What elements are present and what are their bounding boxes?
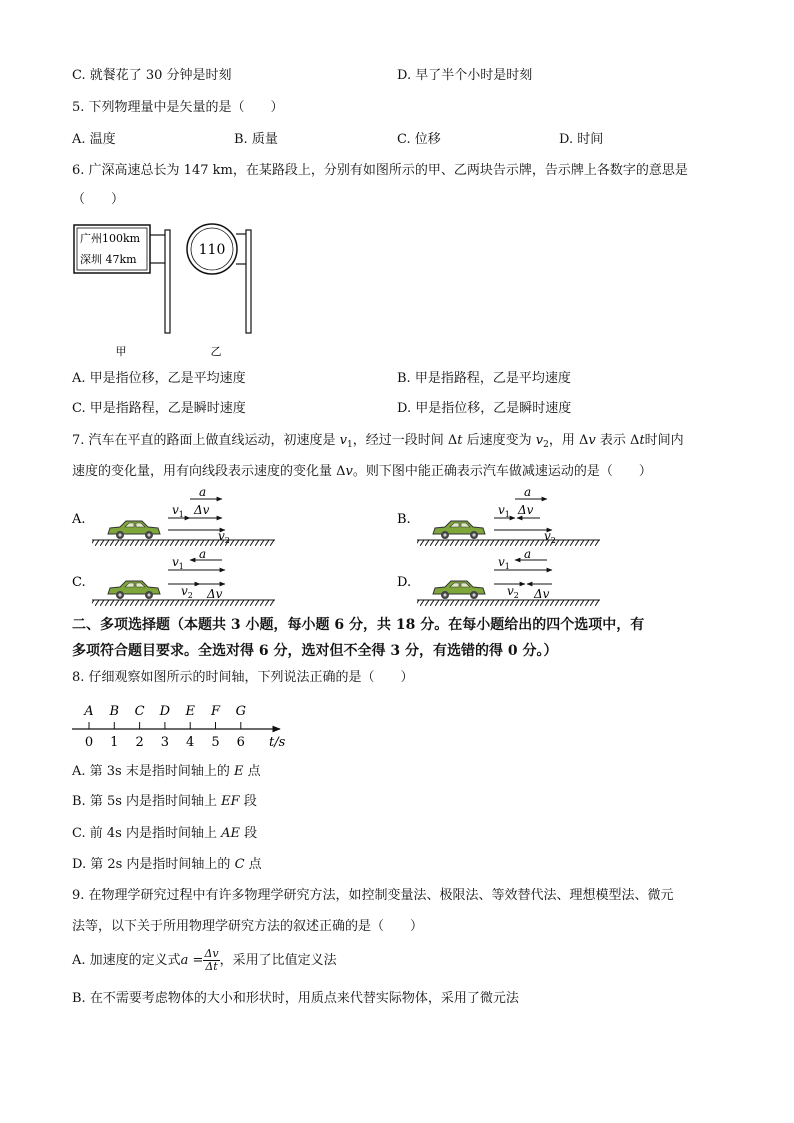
sign-jia-pole [165,230,170,333]
time-tick-label: 3 [160,735,170,750]
q6-stem-line1: 6. 广深高速总长为 147 km，在某路段上，分别有如图所示的甲、乙两块告示牌，告示牌上各数字的意思是 [72,163,688,178]
svg-text:Δv: Δv [534,587,550,601]
sign-jia-line1: 广州100km [80,232,141,245]
svg-text:Δv: Δv [518,503,534,517]
q8-option-d: D. 第 2s 内是指时间轴上的 C 点 [72,857,262,872]
q5-option-b: B. 质量 [234,132,278,147]
q7-option-c-diagram [72,547,275,606]
time-point-letter: C [134,704,145,719]
q5-option-d: D. 时间 [559,132,604,147]
q8-timeline-figure [66,698,306,752]
q7-label-a: A. [72,512,86,527]
q7-option-b-diagram [397,485,600,546]
q9-option-a: A. 加速度的定义式a = $\frac{\Delta v}{\Delta t}$ ，采用了比值定义法 [72,947,337,973]
svg-text:v1: $v_1$ [172,503,184,519]
svg-text:Δv: Δv [207,587,223,601]
q7-label-d: D. [397,575,412,590]
q8-stem: 8. 仔细观察如图所示的时间轴，下列说法正确的是（ ） [72,670,414,685]
svg-text:v2: $v_2$ [181,584,193,600]
time-tick-label: 0 [84,735,94,750]
svg-text:v1: $v_1$ [498,503,510,519]
time-tick-label: 2 [135,735,144,750]
q6-option-b: B. 甲是指路程，乙是平均速度 [397,371,571,386]
acceleration-fraction: $\frac{\Delta v}{\Delta t}$ [204,947,219,973]
svg-text:a: a [524,547,532,561]
time-axis-label: t/s [269,735,286,750]
time-point-letter: F [210,704,221,719]
q7-stem-line1: 7. 汽车在平直的路面上做直线运动，初速度是 $v_1$，经过一段时间 Δt 后速度变为 $v_2$，用 Δv 表示 Δt时间内 [72,433,684,450]
q8-option-c: C. 前 4s 内是指时间轴上 AE 段 [72,826,258,841]
time-axis-ticks [83,704,246,750]
q7-options-figure [0,480,794,615]
q6-option-c: C. 甲是指路程，乙是瞬时速度 [72,401,246,416]
sign-jia-label: 甲 [115,345,127,358]
time-point-letter: A [84,704,94,719]
q9-stem-line2: 法等，以下关于所用物理学研究方法的叙述正确的是（ ） [72,919,424,934]
svg-text:a: a [199,485,207,499]
svg-text:v2: $v_2$ [218,529,230,545]
svg-text:a: a [524,485,532,499]
q5-option-a: A. 温度 [72,132,116,147]
q6-stem-line2: （ ） [72,192,125,207]
time-point-letter: D [159,704,171,719]
q9-stem-line1: 9. 在物理学研究过程中有许多物理学研究方法，如控制变量法、极限法、等效替代法、理想模型法、微元 [72,888,674,903]
sign-yi-pole [246,230,251,333]
sign-jia-line2: 深圳 47km [80,253,137,266]
q6-option-a: A. 甲是指位移，乙是平均速度 [72,371,246,386]
svg-text:v2: $v_2$ [544,529,556,545]
section2-heading-line1: 二、多项选择题（本题共 3 小题，每小题 6 分，共 18 分。在每小题给出的四个选项中，有 [72,617,645,633]
time-tick-label: 1 [110,735,119,750]
q6-signs-figure [70,220,270,360]
q6-option-d: D. 甲是指位移，乙是瞬时速度 [397,401,572,416]
q5-stem: 5. 下列物理量中是矢量的是（ ） [72,100,284,115]
svg-text:v1: $v_1$ [172,555,184,571]
q4-option-c: C. 就餐花了 30 分钟是时刻 [72,68,232,83]
time-point-letter: E [185,704,195,719]
time-point-letter: B [109,704,120,719]
q7-label-b: B. [397,512,411,527]
q5-option-c: C. 位移 [397,132,441,147]
svg-text:v2: $v_2$ [507,584,519,600]
time-tick-label: 6 [236,735,245,750]
section2-heading-line2: 多项符合题目要求。全选对得 6 分，选对但不全得 3 分，有选错的得 0 分。） [72,643,558,659]
sign-yi-label: 乙 [210,345,222,358]
q9-option-b: B. 在不需要考虑物体的大小和形状时，用质点来代替实际物体，采用了微元法 [72,991,519,1006]
svg-text:v1: $v_1$ [498,555,510,571]
q7-option-a-diagram [71,485,275,546]
q8-option-b: B. 第 5s 内是指时间轴上 EF 段 [72,794,257,809]
svg-text:a: a [199,547,207,561]
sign-yi-number: 110 [198,242,226,258]
time-point-letter: G [235,704,246,719]
q7-option-d-diagram [397,547,600,606]
time-tick-label: 5 [211,735,220,750]
q8-option-a: A. 第 3s 末是指时间轴上的 E 点 [72,764,261,779]
time-tick-label: 4 [186,735,195,750]
q7-stem-line2: 速度的变化量，用有向线段表示速度的变化量 Δv。则下图中能正确表示汽车做减速运动的是（ ） [72,464,652,479]
q4-option-d: D. 早了半个小时是时刻 [397,68,533,83]
svg-text:Δv: Δv [194,503,210,517]
q7-label-c: C. [72,575,86,590]
